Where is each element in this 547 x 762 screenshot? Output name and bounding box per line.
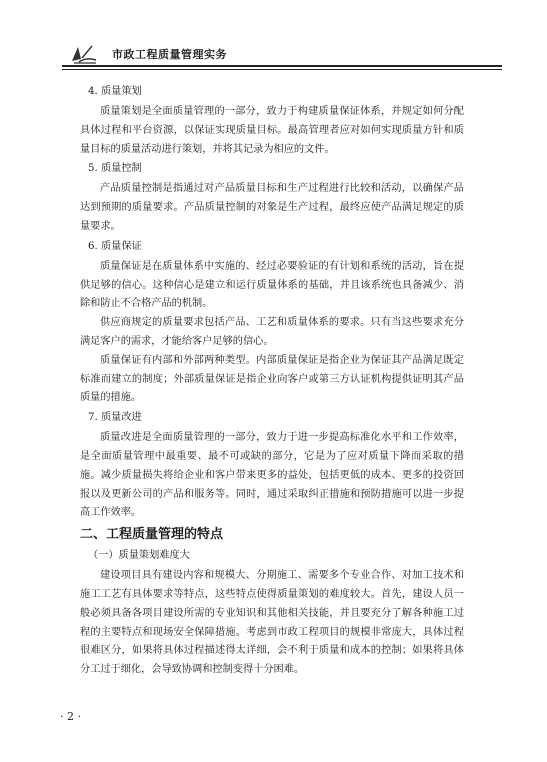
- paragraph: 产品质量控制是指通过对产品质量目标和生产过程进行比较和活动，以确保产品达到预期的质量要求。产品质量控制的对象是生产过程，最终应使产品满足规定的质量要求。: [80, 183, 464, 232]
- section-heading: 4. 质量策划: [88, 86, 142, 97]
- paragraph: 质量保证是在质量体系中实施的、经过必要验证的有计划和系统的活动，旨在提供足够的信心。这种信心是建立和运行质量体系的基础，并且该系统也具备减少、消除和防止不合格产品的机制。: [80, 260, 464, 310]
- section-heading: 6. 质量保证: [88, 240, 142, 252]
- header-title: 市政工程质量管理实务: [112, 48, 227, 61]
- book-logo-icon: [70, 41, 98, 65]
- page-number: · 2 ·: [60, 710, 81, 723]
- header-rule: [62, 65, 502, 67]
- paragraph: 质量改进是全面质量管理的一部分，致力于进一步提高标准化水平和工作效率，是全面质量管理中最重要、最不可或缺的部分，它是为了应对质量下降而采取的措施。减少质量损失将给企业和客户带来更多的益处，包括更低的成本、更多的投资回报以及更新公司的产品和服务等。同时，通过采取纠正措施和预防措施可以进一步提高工作效率。: [80, 432, 464, 519]
- section-quality-improvement: [80, 409, 464, 523]
- section-quality-planning: [80, 83, 464, 159]
- header-rule-thin: [62, 69, 502, 70]
- section-quality-control: [80, 160, 464, 236]
- section-engineering-quality-features: [80, 525, 464, 680]
- chapter-section-title: 二、工程质量管理的特点: [80, 527, 224, 543]
- section-heading: 5. 质量控制: [88, 163, 142, 175]
- section-heading: 7. 质量改进: [88, 412, 142, 424]
- subsection-heading: （一）质量策划难度大: [88, 550, 190, 562]
- paragraph: 建设项目具有建设内容和规模大、分期施工、需要多个专业合作、对加工技术和施工工艺有具体要求等特点，这些特点使得质量策划的难度较大。首先，建设人员一般必须具备各项目建设所需的专业知识和其他相关技能，并且要充分了解各种施工过程的主要特点和现场安全保障措施。考虑到市政工程项目的规模非常庞大，具体过程很难区分，如果将具体过程描述得太详细，会不利于质量和成本的控制；如果将具体分工过于细化，会导致协调和控制变得十分困难。: [80, 570, 464, 676]
- paragraph: 质量策划是全面质量管理的一部分，致力于构建质量保证体系，并规定如何分配具体过程和平台资源，以保证实现质量目标。最高管理者应对如何实现质量方针和质量目标的质量活动进行策划，并将其记录为相应的文件。: [80, 106, 464, 155]
- running-header: [62, 41, 502, 67]
- page-content: [80, 82, 464, 680]
- paragraph: 质量保证有内部和外部两种类型。内部质量保证是指企业为保证其产品满足既定标准而建立的制度；外部质量保证是指企业向客户或第三方认证机构提供证明其产品质量的措施。: [80, 354, 464, 404]
- paragraph: 供应商规定的质量要求包括产品、工艺和质量体系的要求。只有当这些要求充分满足客户的需求，才能给客户足够的信心。: [80, 317, 464, 347]
- section-quality-assurance: [80, 238, 464, 408]
